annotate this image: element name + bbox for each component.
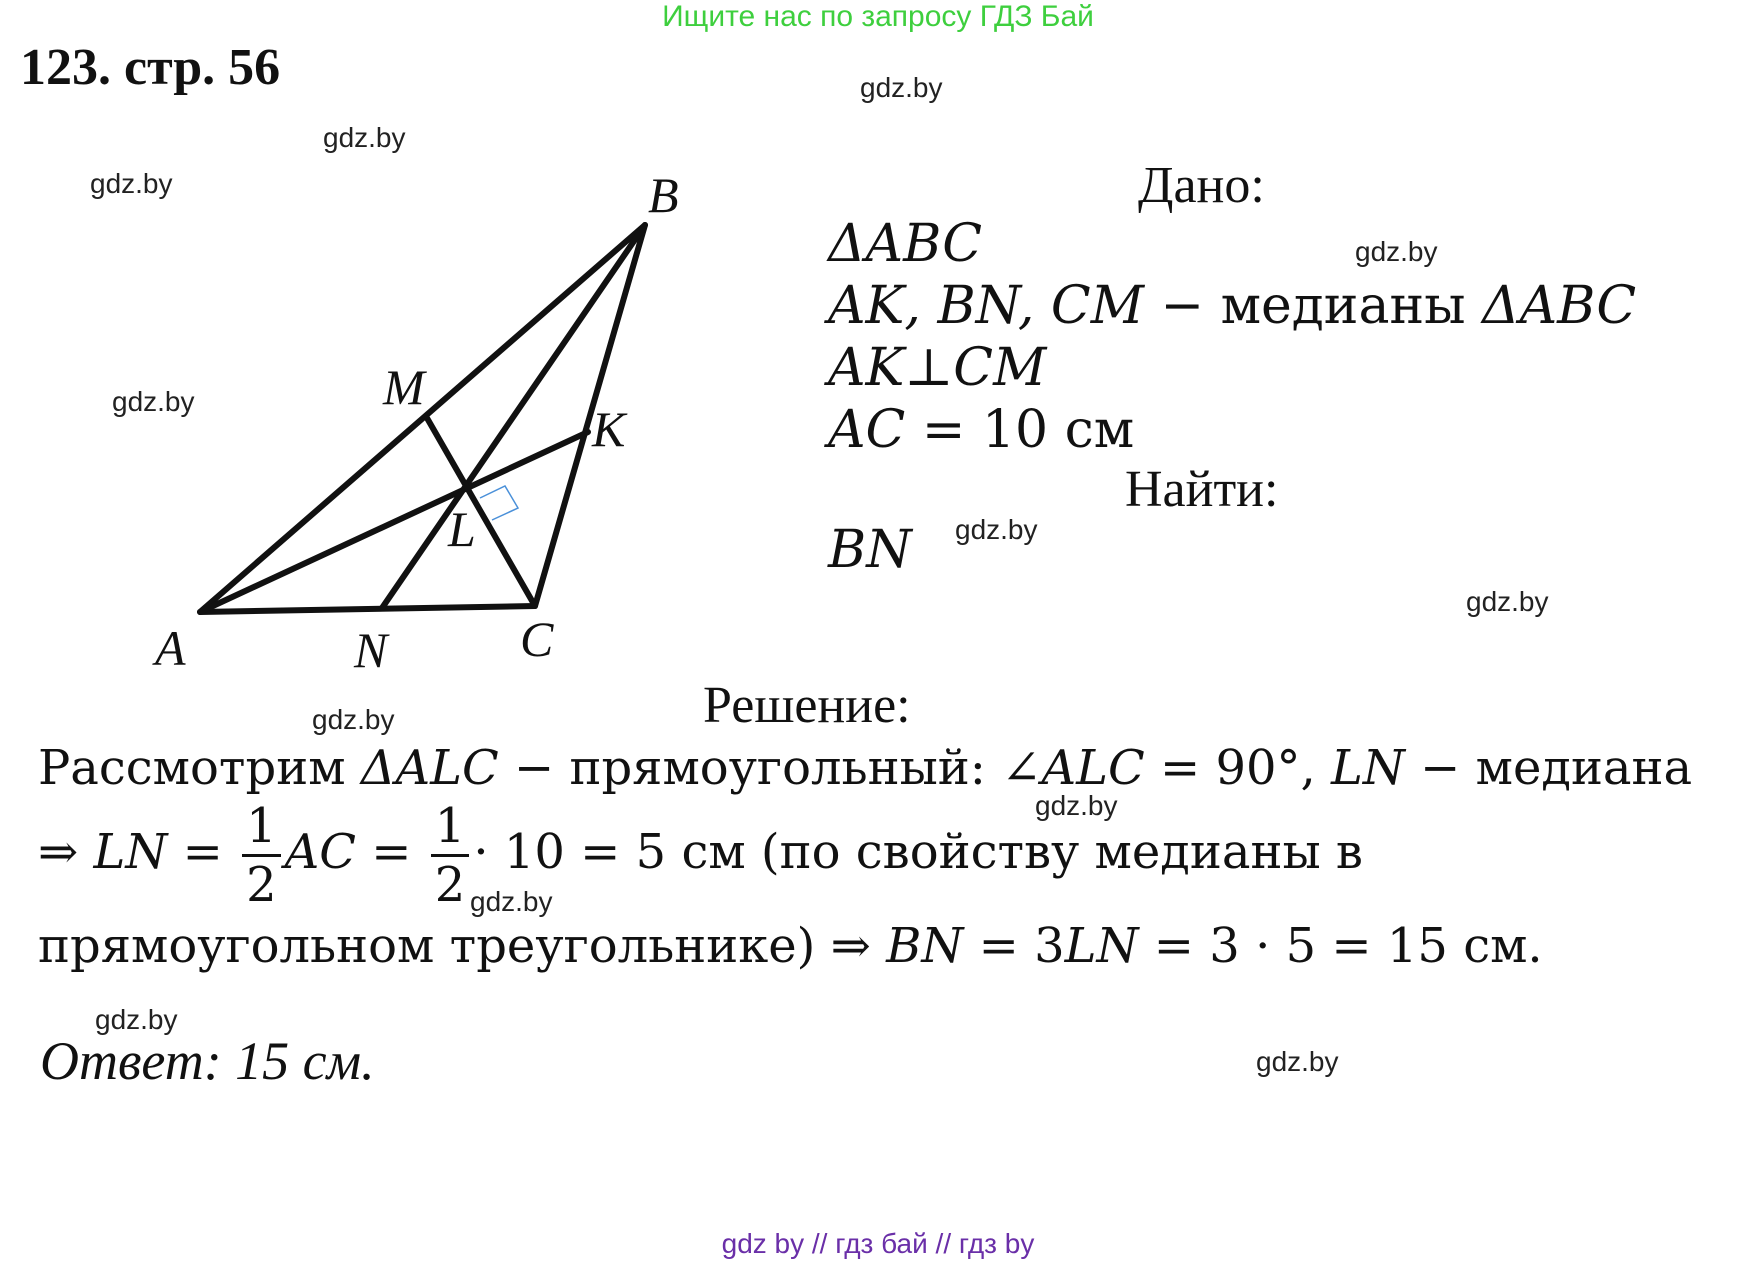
watermark: gdz.by — [1256, 1046, 1339, 1077]
fraction-one-half: $\frac{1}{2}$ — [242, 802, 281, 909]
given-line-ac: AC = 10 см — [828, 400, 1135, 460]
label-m: M — [383, 359, 425, 415]
solution-line-3: прямоугольном треугольнике) ⇒ BN = 3LN = 3 · 5 = 15 см. — [38, 918, 1543, 974]
answer: Ответ: 15 см. — [40, 1031, 375, 1091]
triangle-diagram — [0, 0, 800, 700]
solution-line-1: Рассмотрим ΔALC − прямоугольный: ∠ALC = 90°, LN − медиана — [38, 740, 1693, 796]
watermark: gdz.by — [323, 122, 406, 153]
median-cm — [427, 418, 535, 606]
label-b: B — [648, 167, 679, 223]
fraction-one-half: $\frac{1}{2}$ — [431, 802, 470, 909]
watermark: gdz.by — [860, 72, 943, 103]
footer-links: gdz by // гдз бай // гдз by — [721, 1228, 1035, 1259]
watermark: gdz.by — [470, 886, 553, 917]
task-title: 123. стр. 56 — [20, 39, 281, 96]
watermark: gdz.by — [1466, 586, 1549, 617]
given-line-perpendicular: AK⊥CM — [828, 338, 1047, 398]
find-value: BN — [828, 520, 912, 580]
find-heading: Найти: — [1125, 461, 1279, 518]
given-line-triangle: ΔABC — [828, 214, 983, 274]
top-banner: Ищите нас по запросу ГДЗ Бай — [662, 0, 1094, 33]
watermark: gdz.by — [955, 514, 1038, 545]
watermark: gdz.by — [312, 704, 395, 735]
watermark: gdz.by — [1355, 236, 1438, 267]
solution-line-2: ⇒ LN = $\frac{1}{2}$ AC = $\frac{1}{2}$ · 10 = 5 см (по свойству медианы в — [38, 798, 1363, 913]
given-heading: Дано: — [1138, 157, 1265, 214]
watermark: gdz.by — [95, 1004, 178, 1035]
watermark: gdz.by — [90, 168, 173, 199]
median-ak — [200, 432, 588, 612]
watermark: gdz.by — [112, 386, 195, 417]
given-line-medians: AK, BN, CM − медианы ΔABC — [828, 276, 1637, 336]
solution-heading: Решение: — [703, 677, 911, 734]
watermark: gdz.by — [1035, 790, 1118, 821]
label-a: A — [155, 620, 186, 676]
label-n: N — [354, 622, 388, 678]
label-k: K — [592, 401, 626, 457]
label-c: C — [520, 611, 554, 667]
label-l: L — [448, 501, 476, 557]
